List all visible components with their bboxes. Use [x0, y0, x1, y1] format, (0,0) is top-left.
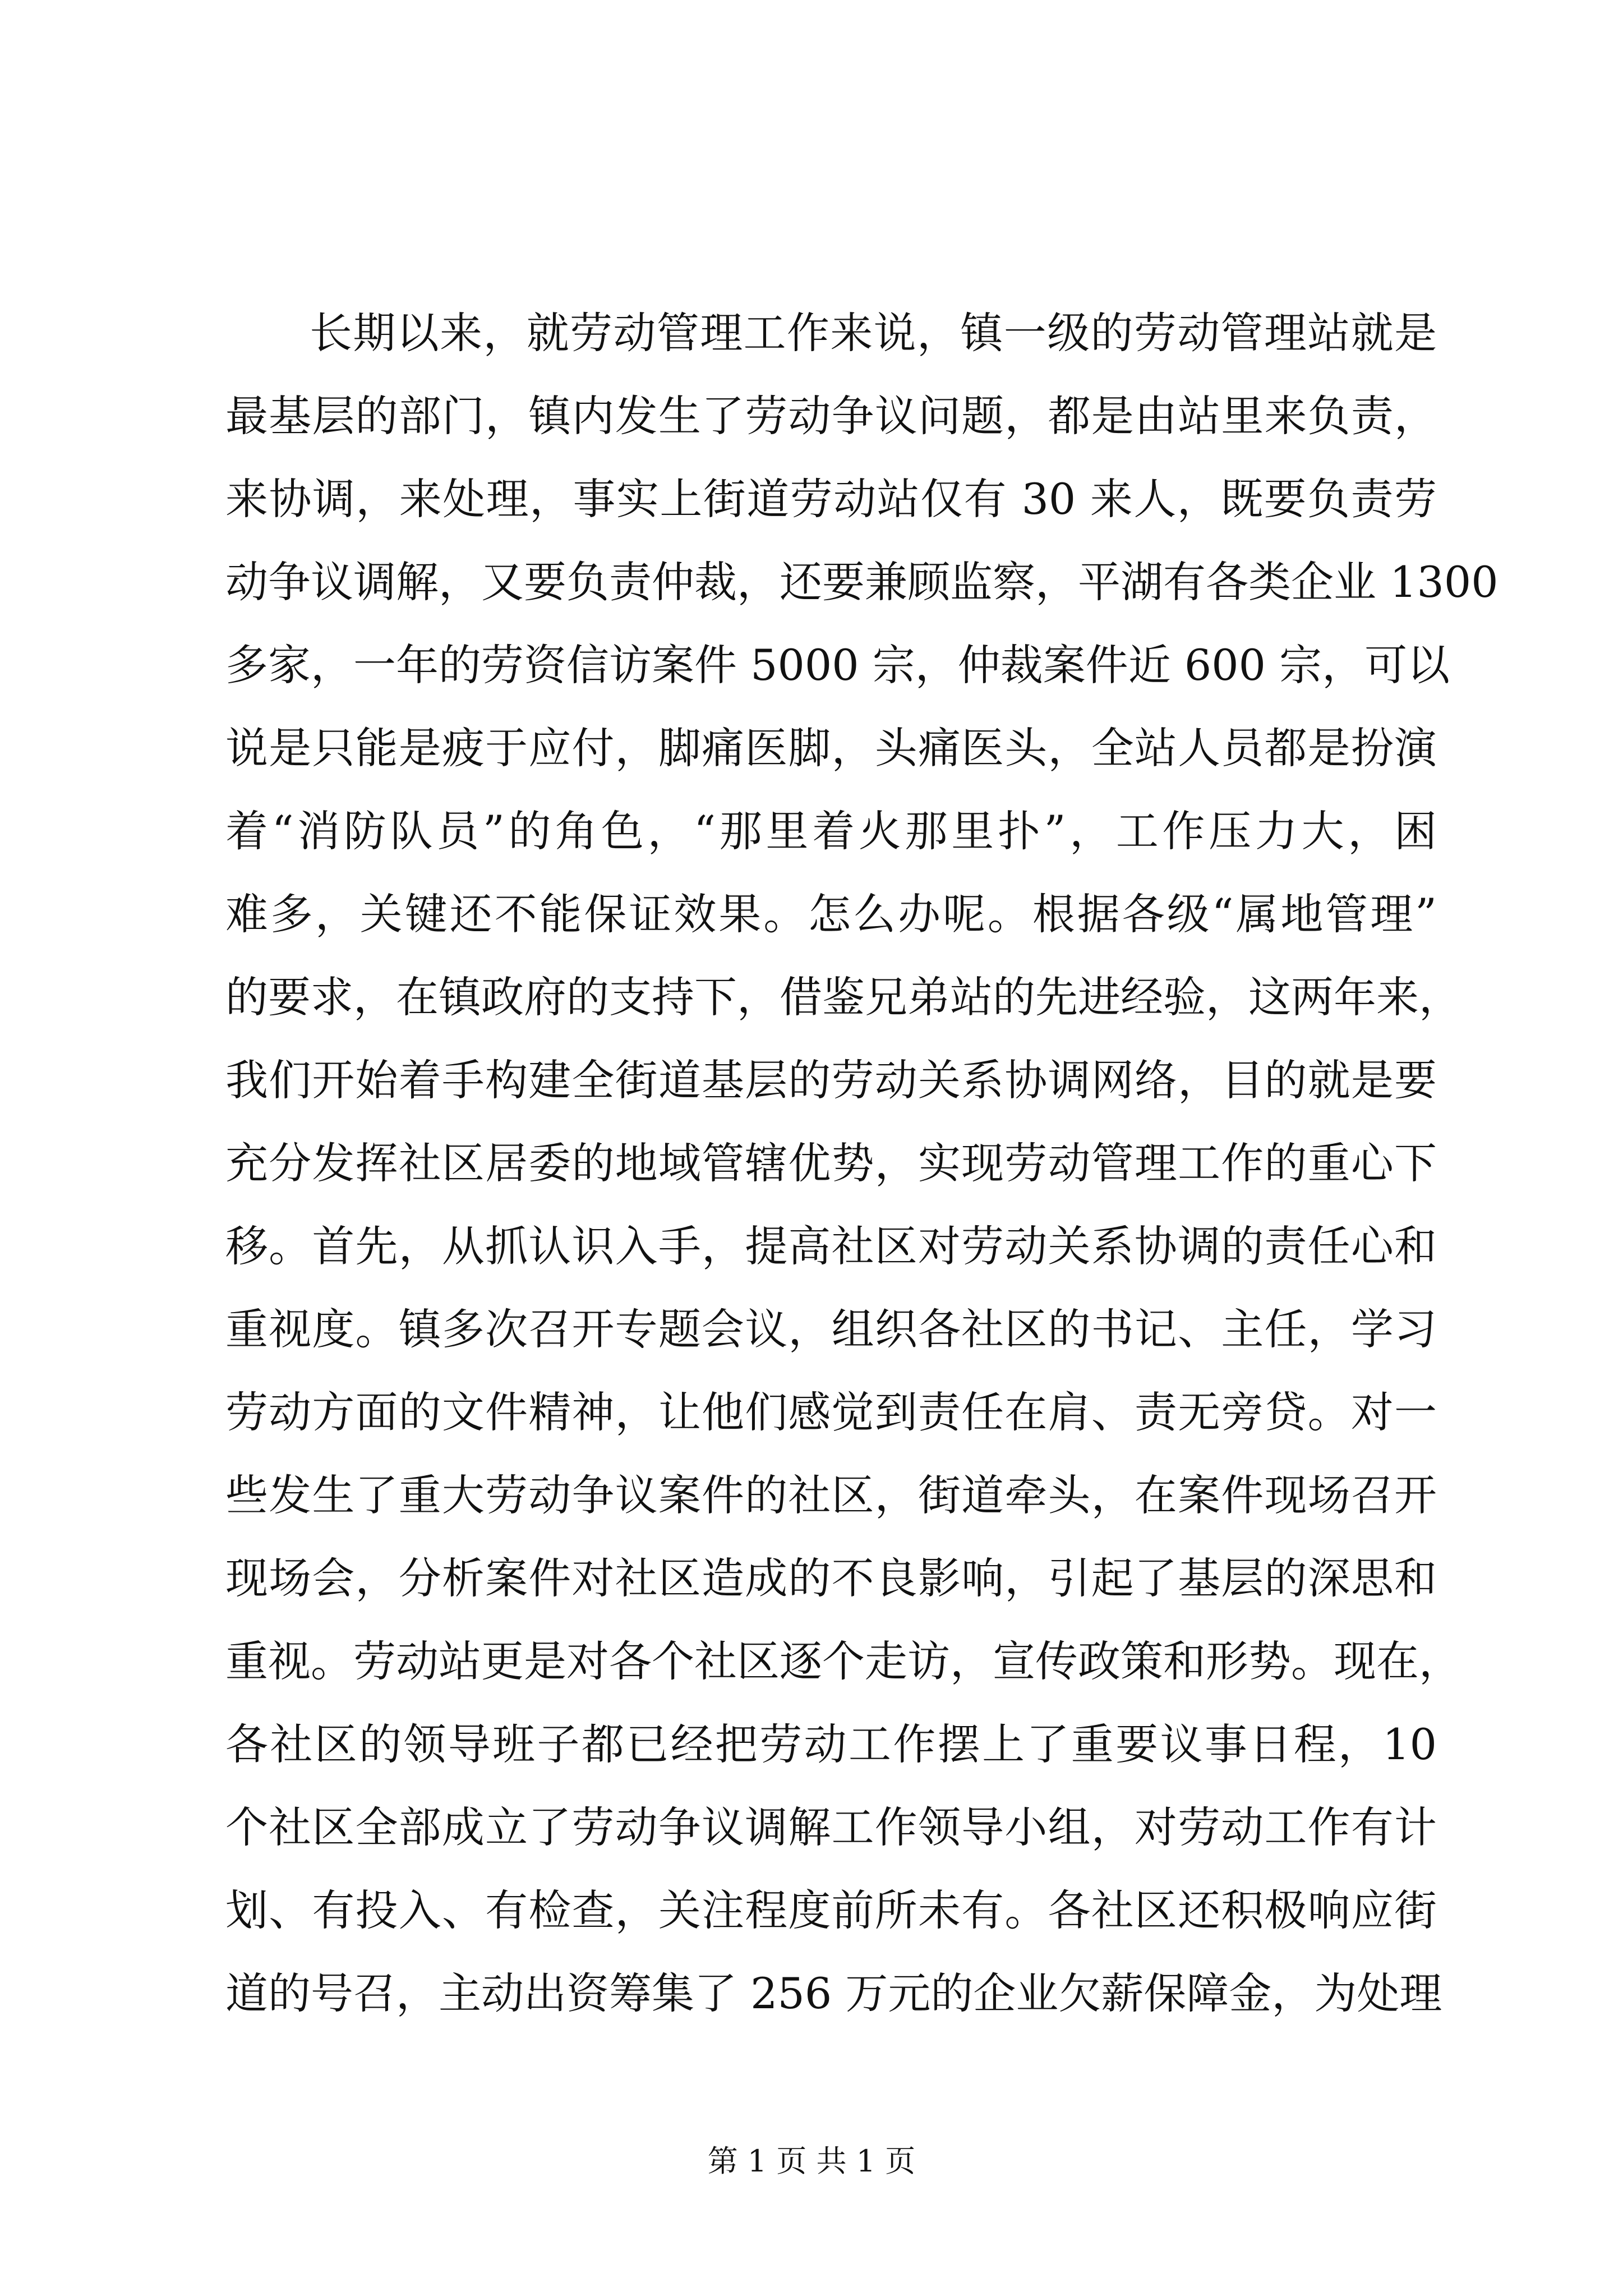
text-line: 来协调，来处理，事实上街道劳动站仅有 30 来人，既要负责劳: [225, 474, 1437, 524]
text-line: 划、有投入、有检查，关注程度前所未有。各社区还积极响应街: [225, 1885, 1437, 1935]
body-paragraph: [225, 292, 1498, 2035]
text-line: 重视。劳动站更是对各个社区逐个走访，宣传政策和形势。现在，: [225, 1636, 1461, 1686]
text-line: 重视度。镇多次召开专题会议，组织各社区的书记、主任，学习: [225, 1304, 1437, 1354]
text-line: 长期以来，就劳动管理工作来说，镇一级的劳动管理站就是: [310, 308, 1437, 358]
text-line: 劳动方面的文件精神，让他们感觉到责任在肩、责无旁贷。对一: [225, 1387, 1437, 1437]
text-line: 着“消防队员”的角色，“那里着火那里扑”，工作压力大，困: [225, 806, 1437, 856]
text-line: 些发生了重大劳动争议案件的社区，街道牵头，在案件现场召开: [225, 1470, 1437, 1520]
text-line: 现场会，分析案件对社区造成的不良影响，引起了基层的深思和: [225, 1553, 1437, 1603]
text-line: 难多，关键还不能保证效果。怎么办呢。根据各级“属地管理”: [225, 889, 1437, 939]
text-line: 移。首先，从抓认识入手，提高社区对劳动关系协调的责任心和: [225, 1221, 1437, 1271]
text-line: 我们开始着手构建全街道基层的劳动关系协调网络，目的就是要: [225, 1055, 1437, 1105]
text-line: 各社区的领导班子都已经把劳动工作摆上了重要议事日程，10: [225, 1719, 1437, 1769]
text-line: 最基层的部门，镇内发生了劳动争议问题，都是由站里来负责，: [225, 391, 1437, 441]
text-line: 说是只能是疲于应付，脚痛医脚，头痛医头，全站人员都是扮演: [225, 723, 1437, 773]
text-line: 个社区全部成立了劳动争议调解工作领导小组，对劳动工作有计: [225, 1802, 1437, 1852]
page-number-footer: 第 1 页 共 1 页: [707, 2143, 916, 2179]
text-line: 的要求，在镇政府的支持下，借鉴兄弟站的先进经验，这两年来，: [225, 972, 1461, 1022]
text-line: 道的号召，主动出资筹集了 256 万元的企业欠薪保障金，为处理: [225, 1968, 1442, 2018]
text-line: 充分发挥社区居委的地域管辖优势，实现劳动管理工作的重心下: [225, 1138, 1437, 1188]
text-line: 多家，一年的劳资信访案件 5000 宗，仲裁案件近 600 宗，可以: [225, 640, 1450, 690]
text-line: 动争议调解，又要负责仲裁，还要兼顾监察，平湖有各类企业 1300: [225, 557, 1498, 607]
